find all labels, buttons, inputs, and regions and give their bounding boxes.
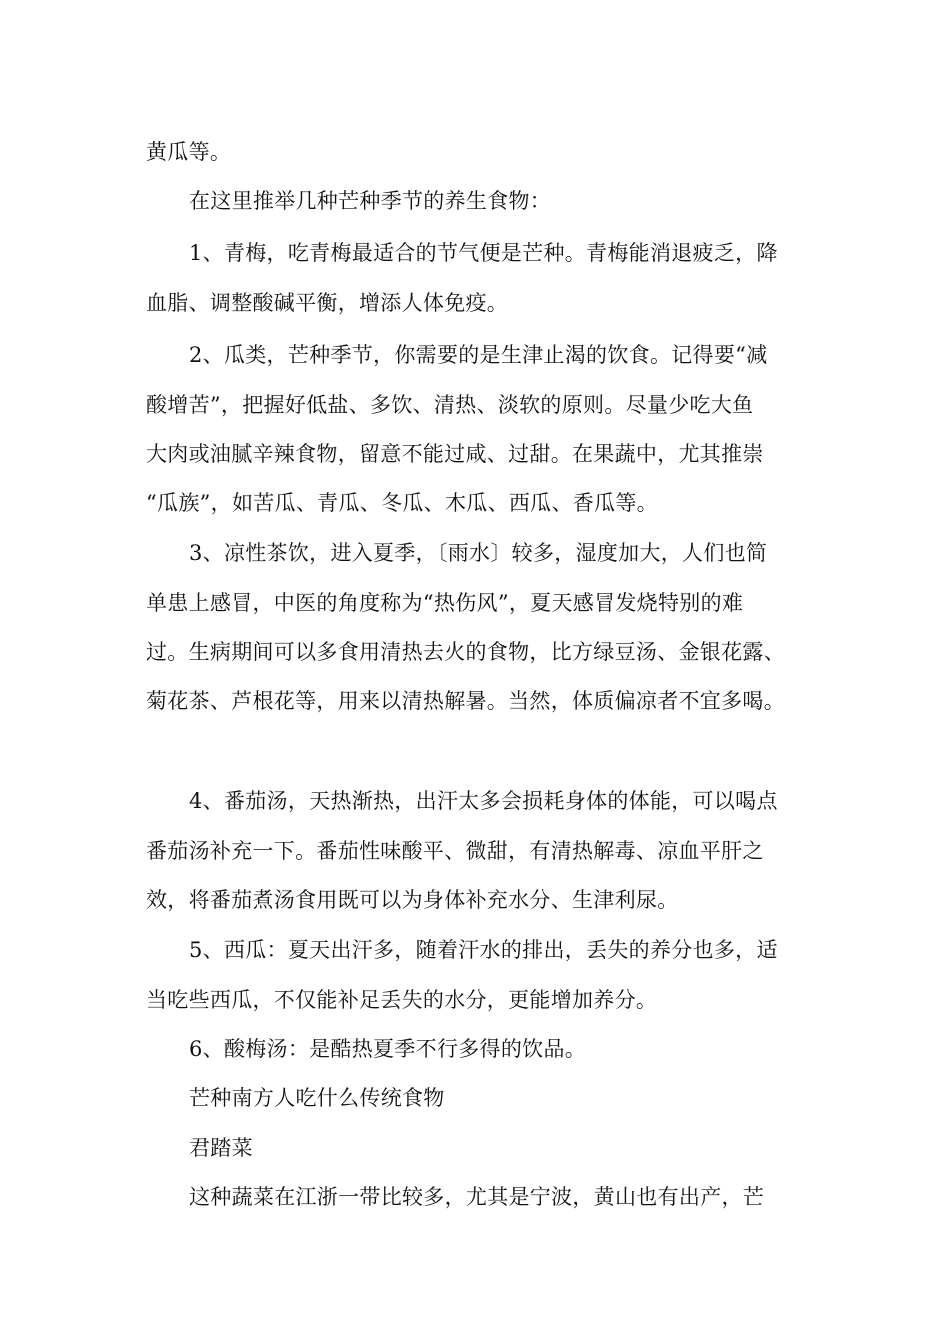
text-line: 菊花茶、芦根花等，用来以清热解暑。当然，体质偏凉者不宜多喝。: [146, 689, 785, 713]
list-item-2-line: 2、瓜类，芒种季节，你需要的是生津止渴的饮食。记得要“减: [189, 343, 768, 367]
subheading: 君踏菜: [189, 1136, 253, 1160]
text-line: 黄瓜等。: [146, 140, 232, 164]
list-item-4-line: 4、番茄汤，天热渐热，出汗太多会损耗身体的体能，可以喝点: [189, 789, 778, 813]
section-heading: 芒种南方人吃什么传统食物: [189, 1086, 445, 1110]
text-line: 当吃些西瓜，不仅能补足丢失的水分，更能增加养分。: [146, 988, 658, 1012]
list-item-3-line: 3、凉性茶饮，进入夏季，〔雨水〕较多，湿度加大，人们也简: [189, 541, 768, 565]
text-line: 效，将番茄煮汤食用既可以为身体补充水分、生津利尿。: [146, 888, 679, 912]
text-line: 酸增苦”，把握好低盐、多饮、清热、淡软的原则。尽量少吃大鱼: [146, 393, 754, 417]
text-line: 番茄汤补充一下。番茄性味酸平、微甜，有清热解毒、凉血平肝之: [146, 839, 764, 863]
list-item-5-line: 5、西瓜：夏天出汗多，随着汗水的排出，丢失的养分也多，适: [189, 938, 778, 962]
text-line: 在这里推举几种芒种季节的养生食物：: [189, 189, 552, 213]
text-line: 血脂、调整酸碱平衡，增添人体免疫。: [146, 291, 509, 315]
text-line: 过。生病期间可以多食用清热去火的食物，比方绿豆汤、金银花露、: [146, 640, 785, 664]
text-line: “瓜族”，如苦瓜、青瓜、冬瓜、木瓜、西瓜、香瓜等。: [146, 491, 658, 515]
text-line: 大肉或油腻辛辣食物，留意不能过咸、过甜。在果蔬中，尤其推崇: [146, 442, 764, 466]
text-line: 单患上感冒，中医的角度称为“热伤风”，夏天感冒发烧特别的难: [146, 591, 744, 615]
list-item-6-line: 6、酸梅汤：是酷热夏季不行多得的饮品。: [189, 1037, 587, 1061]
text-line: 这种蔬菜在江浙一带比较多，尤其是宁波，黄山也有出产，芒: [189, 1185, 765, 1209]
list-item-1-line: 1、青梅，吃青梅最适合的节气便是芒种。青梅能消退疲乏，降: [189, 241, 778, 265]
